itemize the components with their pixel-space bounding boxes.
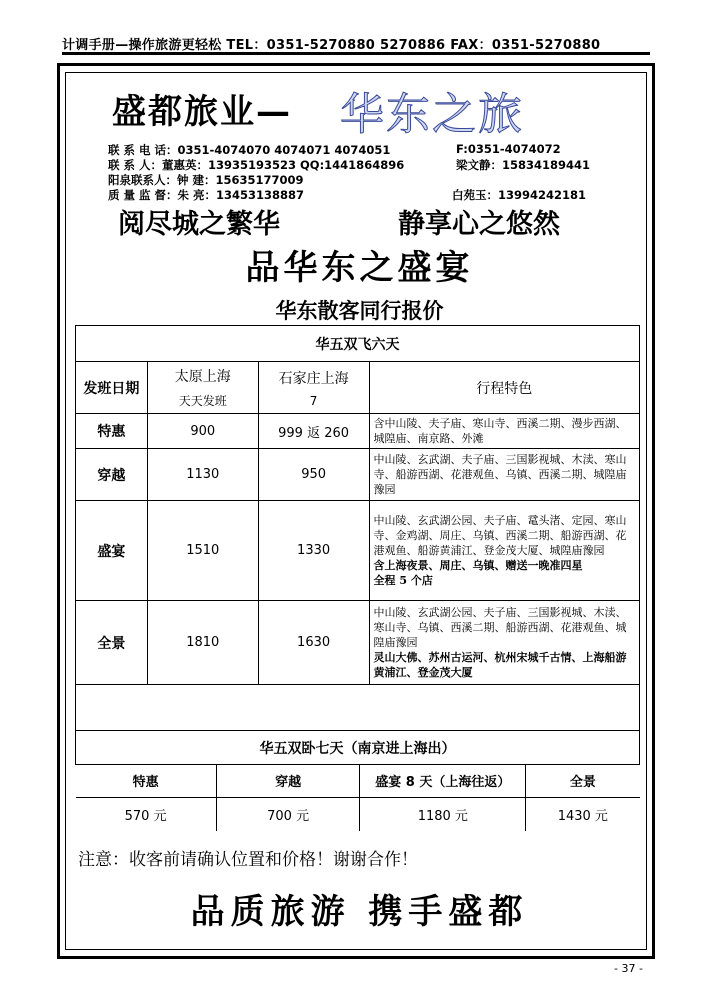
col-taiyuan-header [147,362,258,414]
quote-title: 华东散客同行报价 [275,299,444,323]
col-taiyuan-sub: 天天发班 [178,394,227,408]
table2-header-wrap [76,765,640,832]
table2-header: 盛宴 8 天（上海往返） [360,765,526,797]
blank-row [76,685,640,731]
table2-price: 700 元 [216,797,360,831]
contact-person-2: 梁文静：15834189441 [456,158,591,172]
row-itinerary [369,501,639,601]
bottom-slogan: 品质旅游 携手盛都 [190,892,529,932]
table-row [76,501,640,601]
row-itinerary [369,449,639,501]
itinerary-highlight: 含上海夜景、周庄、乌镇、赠送一晚准四星 [373,559,583,572]
page-number: - 37 - [614,962,643,975]
contact-phone: 联 系 电 话：0351-4074070 4074071 4074051 [108,143,391,157]
table1-title: 华五双飞六天 [76,326,640,362]
quote-table [75,325,640,831]
row-price-sjz: 999 返 260 [258,414,369,449]
itinerary-text: 中山陵、玄武湖公园、夫子庙、鼋头渚、定园、寒山寺、金鸡湖、周庄、乌镇、西溪二期、船游西湖、花港观鱼、船游黄浦江、登金茂大厦、城隍庙豫园 [373,514,627,557]
col-sjz-label: 石家庄上海 [278,370,349,387]
table2-price: 570 元 [76,797,217,831]
slogan-right: 静享心之悠然 [398,209,560,240]
row-price-taiyuan: 900 [147,414,258,449]
row-category: 穿越 [76,449,148,501]
col-date-header: 发班日期 [76,362,148,414]
notice-text: 注意：收客前请确认位置和价格！谢谢合作！ [78,850,418,870]
header-rule [62,52,650,55]
itinerary-shops: 全程 5 个店 [373,574,433,587]
table2-header: 全景 [526,765,640,797]
col-taiyuan-label: 太原上海 [174,369,231,385]
contact-quality: 质 量 监 督：朱 亮：13453138887 [108,188,305,202]
table2 [76,765,640,831]
table-row [76,414,640,449]
row-category: 盛宴 [76,501,148,601]
feast-title: 品华东之盛宴 [245,248,474,288]
row-category: 全景 [76,601,148,685]
contact-person: 联 系 人：董惠英：13935193523 QQ:1441864896 [108,158,405,172]
col-sjz-header [258,362,369,414]
row-price-sjz: 1630 [258,601,369,685]
slogan-left: 阅尽城之繁华 [118,209,280,240]
company-name: 盛都旅业— [112,92,292,132]
table2-header: 特惠 [76,765,217,797]
itinerary-text: 中山陵、玄武湖公园、夫子庙、三国影视城、木渎、寒山寺、乌镇、西溪二期、船游西湖、花港观鱼、城隍庙豫园 [373,606,627,649]
table2-header: 穿越 [216,765,360,797]
blank-cell [76,685,640,731]
row-itinerary [369,601,639,685]
col-feature-header: 行程特色 [369,362,639,414]
contact-yangquan: 阳泉联系人：钟 建：15635177009 [108,173,304,187]
row-price-sjz: 950 [258,449,369,501]
itinerary-highlight: 灵山大佛、苏州古运河、杭州宋城千古情、上海船游黄浦江、登金茂大厦 [373,651,627,679]
row-price-taiyuan: 1130 [147,449,258,501]
row-itinerary [369,414,639,449]
header-text: 计调手册—操作旅游更轻松 TEL：0351-5270880 5270886 FAX：0351-5270880 [62,38,601,53]
row-price-taiyuan: 1810 [147,601,258,685]
row-price-taiyuan: 1510 [147,501,258,601]
table2-price: 1180 元 [360,797,526,831]
contact-fax: F:0351-4074072 [456,142,561,156]
col-sjz-sub: 7 [309,393,318,408]
row-price-sjz: 1330 [258,501,369,601]
route-title: 华东之旅 [340,89,524,140]
row-category: 特惠 [76,414,148,449]
contact-quality-2: 白苑玉：13994242181 [452,188,587,202]
itinerary-text: 中山陵、玄武湖、夫子庙、三国影视城、木渎、寒山寺、船游西湖、花港观鱼、乌镇、西溪二期、城隍庙豫园 [373,453,627,496]
table2-title: 华五双卧七天（南京进上海出） [76,731,640,765]
table-row [76,449,640,501]
table2-price: 1430 元 [526,797,640,831]
table-row [76,601,640,685]
itinerary-text: 含中山陵、夫子庙、寒山寺、西溪二期、漫步西湖、城隍庙、南京路、外滩 [373,417,627,445]
